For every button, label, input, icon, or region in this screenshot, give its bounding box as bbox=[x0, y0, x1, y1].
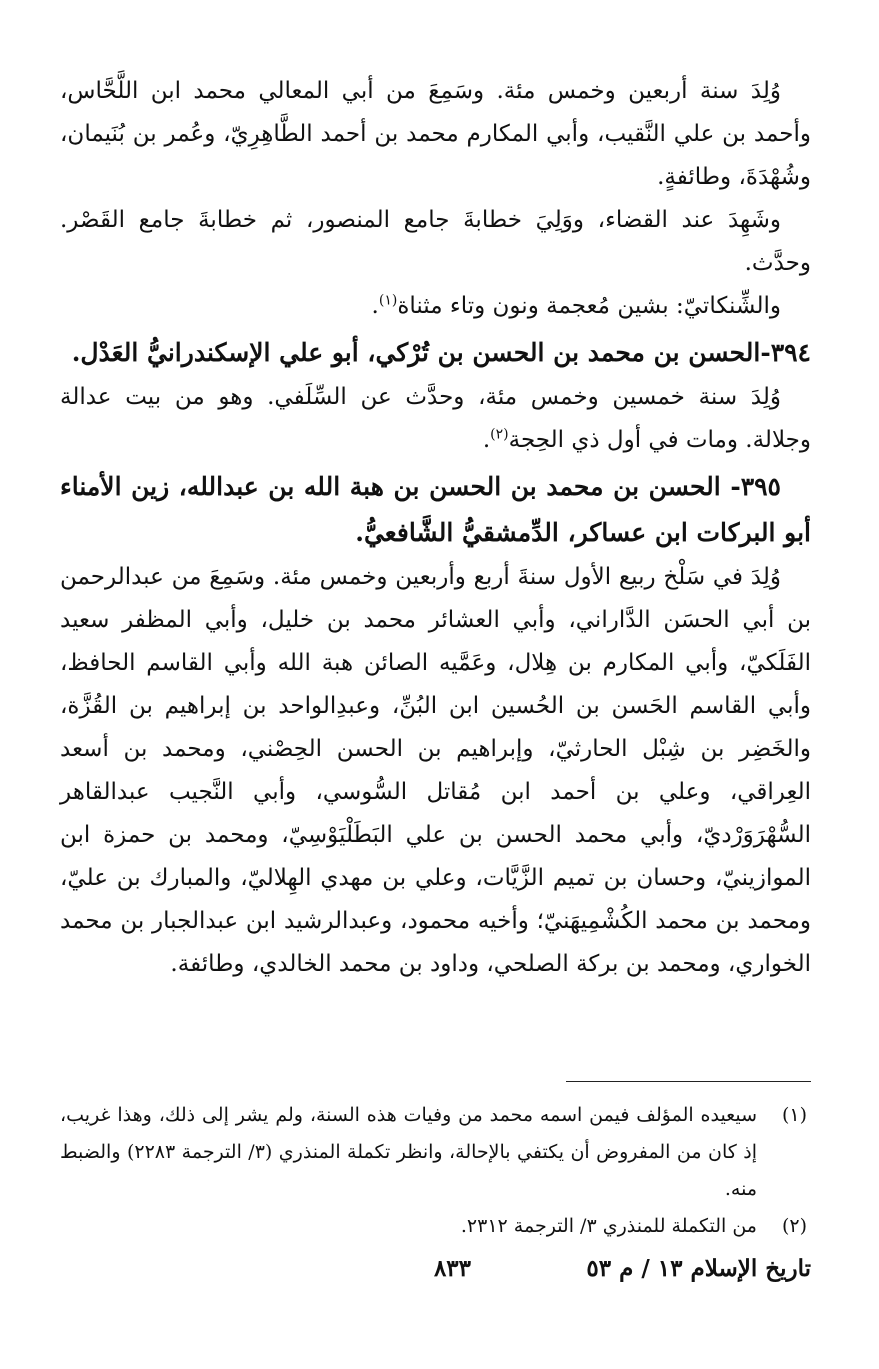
footnote-ref-1[interactable]: (١) bbox=[378, 292, 398, 309]
footnote-number: (١) bbox=[781, 1104, 807, 1126]
footer-book-signature: تاريخ الإسلام ١٣ / م ٥٣ bbox=[586, 1255, 811, 1282]
footnote-1 bbox=[60, 1097, 807, 1208]
book-page-body bbox=[60, 70, 811, 986]
entry-394-text: وُلِدَ سنة خمسين وخمس مئة، وحدَّث عن السِّلَفي. وهو من بيت عدالة وجلالة. ومات في أول ذي الحِجة bbox=[60, 384, 811, 453]
name-spelling-text: والشِّنكاتيّ: بشين مُعجمة ونون وتاء مثناة bbox=[397, 293, 781, 319]
paragraph-birth-and-teachers: وُلِدَ سنة أربعين وخمس مئة. وسَمِعَ من أبي المعالي محمد ابن اللَّحَّاس، وأحمد بن علي النَّقيب، وأبي المكارم محمد بن أحمد الطَّاهِرِيّ، وعُمر بن بُنَيمان، وشُهْدَةَ، وطائفةٍ. bbox=[60, 78, 811, 190]
paragraph-entry-395: وُلِدَ في سَلْخ ربيع الأول سنةَ أربع وأربعين وخمس مئة. وسَمِعَ من عبدالرحمن بن أبي الحسَن الدَّاراني، وأبي العشائر محمد بن خليل، وأبي المظفر سعيد الفَلَكيّ، وأبي المكارم بن هِلال، وعَمَّيه الصائن هبة الله وأبي القاسم الحافظ، وأبي القاسم الحَسن بن الحُسين ابن البُنِّ، وعبدِالواحد بن إبراهيم بن القُزَّة، والخَضِر بن شِبْل الحارثيّ، وإبراهيم بن الحسن الحِصْني، ومحمد بن أسعد العِراقي، وعلي بن أحمد ابن مُقاتل السُّوسي، وأبي النَّجيب عبدالقاهر السُّهْرَوَرْديّ، وأبي محمد الحسن بن علي البَطَلْيَوْسِيّ، ومحمد بن حمزة ابن الموازينيّ، وحسان بن تميم الزَّيَّات، وعلي بن مهدي الهِلاليّ، والمبارك بن عليّ، ومحمد بن محمد الكُشْمِيهَنيّ؛ وأخيه محمود، وعبدالرشيد ابن عبدالجبار بن محمد الخواري، ومحمد بن بركة الصلحي، وداود بن محمد الخالدي، وطائفة. bbox=[60, 564, 812, 977]
paragraph-name-spelling bbox=[60, 285, 811, 328]
footnote-ref-2[interactable]: (٢) bbox=[490, 426, 509, 443]
page-number: ٨٣٣ bbox=[433, 1255, 471, 1282]
entry-heading-394: ٣٩٤-الحسن بن محمد بن الحسن بن تُرْكي، أبو علي الإسكندرانيُّ العَدْل. bbox=[71, 338, 811, 367]
footnote-divider bbox=[566, 1081, 811, 1082]
footnote-number: (٢) bbox=[781, 1215, 807, 1237]
footnote-text: من التكملة للمنذري ٣/ الترجمة ٢٣١٢. bbox=[460, 1215, 757, 1237]
footnotes-section bbox=[60, 1097, 807, 1245]
page-footer bbox=[60, 1255, 811, 1295]
paragraph-witness-and-sermons: وشَهِدَ عند القضاء، ووَلِيَ خطابةَ جامع المنصور، ثم خطابةَ جامع القَصْر. وحدَّث. bbox=[60, 207, 811, 276]
entry-394-end: . bbox=[482, 427, 491, 453]
footnote-text: سيعيده المؤلف فيمن اسمه محمد من وفيات هذه السنة، ولم يشر إلى ذلك، وهذا غريب، إذ كان من المفروض أن يكتفي بالإحالة، وانظر تكملة المنذري (٣/ الترجمة ٢٢٨٣) والضبط منه. bbox=[60, 1104, 757, 1200]
paragraph-entry-394 bbox=[60, 376, 811, 462]
footnote-2 bbox=[60, 1208, 807, 1245]
name-spelling-end: . bbox=[371, 293, 379, 319]
entry-heading-395: ٣٩٥- الحسن بن محمد بن الحسن بن هبة الله بن عبدالله، زين الأمناء أبو البركات ابن عساكر، الدِّمشقيُّ الشَّافعيُّ. bbox=[60, 472, 811, 547]
